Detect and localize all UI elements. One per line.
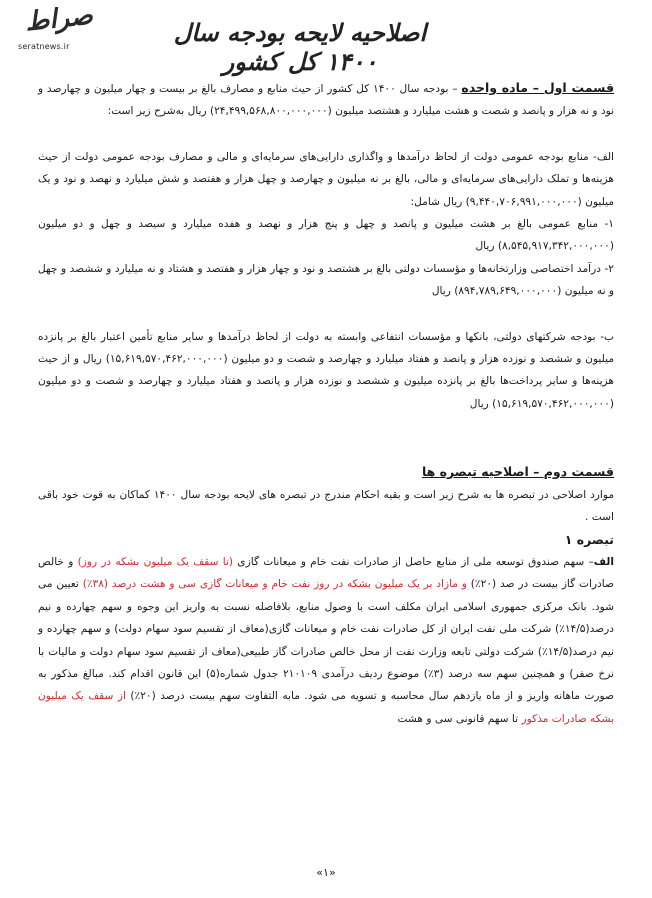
section1-intro-text: – بودجه سال ۱۴۰۰ کل کشور از حیث منابع و مصارف بالغ بر بیست و چهار میلیون و چهارصد و نود و نه هزار و پانصد و شصت و هشت میلیارد و هشتصد میلیون (۲۴,۴۹۹,۵۶۸,۸۰۰,۰۰۰,۰۰۰) ریال به‌شرح زیر است: [38, 83, 614, 118]
section2-heading: قسمت دوم – اصلاحیه تبصره ها [421, 464, 614, 480]
note-text-4: تا سهم قانونی سی و هشت [397, 712, 522, 725]
note-alef-label: الف [593, 555, 614, 568]
note-red-1: (تا سقف یک میلیون بشکه در روز) [77, 555, 234, 568]
page-number: «۱» [316, 866, 336, 879]
note-red-3: از سقف یک میلیون بشکه صادرات مذکور [38, 690, 614, 725]
note-red-2: و مازاد بر یک میلیون بشکه در روز نفت خام و میعانات گازی سی و هشت درصد (۳۸٪) [82, 578, 467, 591]
section1-beh: ب- بودجه شرکتهای دولتی، بانکها و مؤسسات انتفاعی وابسته به دولت از لحاظ درآمدها و سایر منابع تأمین اعتبار بالغ بر پانزده میلیون و ششصد و نوزده هزار و پانصد و هفتاد میلیارد و چهارصد و شصت و دو میلیون (۱۵,۶۱۹,۵۷۰,۴۶۲,۰۰۰,۰۰۰) ریال و از حیث هزینه‌ها و سایر پرداخت‌ها بالغ بر پانزده میلیون و ششصد و نوزده هزار و پانصد و هفتاد میلیارد و چهارصد و شصت و دو میلیون (۱۵,۶۱۹,۵۷۰,۴۶۲,۰۰۰,۰۰۰) ریال [38, 330, 614, 410]
note-text-3: تعیین می شود. بانک مرکزی جمهوری اسلامی ایران مکلف است با وصول منابع، بلافاصله نسبت به واریز این وجوه و سهم چهارده و نیم درصد(۱۴/۵٪) شرکت ملی نفت ایران از کل صادرات نفت خام و میعانات گازی(معاف از تقسیم سود سهام دولت) و سهم چهارده و نیم درصد(۱۴/۵٪) شرکت دولتی تابعه وزارت نفت از محل خالص صادرات گاز طبیعی(معاف از تقسیم سود سهام دولت و مالیات با نرخ صفر) و همچنین سهم سه درصد (۳٪) موضوع ردیف درآمدی ۲۱۰۱۰۹ جدول شماره(۵) این قانون اقدام کند. مبالغ مذکور به صورت ماهانه واریز و از ماه یازدهم سال محاسبه و تسویه می شود. مابه التفاوت سهم بیست درصد (۲۰٪) [38, 578, 614, 703]
section1-item1: ۱- منابع عمومی بالغ بر هشت میلیون و پانصد و چهل و پنج هزار و نهصد و هفده میلیارد و سیصد و چهل و دو میلیون (۸,۵۴۵,۹۱۷,۳۴۲,۰۰۰,۰۰۰) ریال [38, 218, 614, 253]
site-logo [18, 0, 100, 56]
section2-intro: موارد اصلاحی در تبصره ها به شرح زیر است و بقیه احکام مندرج در تبصره های لایحه بودجه سال ۱۴۰۰ کماکان به قوت خود باقی است . [38, 488, 614, 524]
page-title: اصلاحیه لایحه بودجه سال ۱۴۰۰ کل کشور [173, 18, 427, 76]
logo-mark: صراط [23, 0, 95, 38]
note-text-2: و خالص صادرات گاز بیست در صد (۲۰٪) [38, 555, 615, 591]
note-text-1: – سهم صندوق توسعه ملی از منابع حاصل از صادرات نفت خام و میعانات گازی [233, 555, 594, 568]
note-title: تبصره ۱ [564, 531, 614, 547]
section1-alef: الف- منابع بودجه عمومی دولت از لحاظ درآمدها و واگذاری دارایی‌های سرمایه‌ای و مالی و مصارف بودجه عمومی دولت از حیث هزینه‌ها و تملک دارایی‌های سرمایه‌ای و مالی، بالغ بر نه میلیون و چهارصد و چهل هزار و هفتصد و شش میلیارد و نهصد و نود و یک میلیون (۹,۴۴۰,۷۰۶,۹۹۱,۰۰۰,۰۰۰) ریال شامل: [38, 150, 614, 208]
logo-url: seratnews.ir [18, 42, 70, 51]
section1-item2: ۲- درآمد اختصاصی وزارتخانه‌ها و مؤسسات دولتی بالغ بر هشتصد و نود و چهار هزار و هفتصد و هشتاد و نه میلیارد و ششصد و چهل و نه میلیون (۸۹۴,۷۸۹,۶۴۹,۰۰۰,۰۰۰) ریال [38, 262, 614, 298]
section1-intro [38, 77, 614, 123]
section1-heading: قسمت اول – ماده واحده [461, 80, 615, 95]
document-body [38, 77, 614, 730]
note-alef [38, 551, 614, 730]
